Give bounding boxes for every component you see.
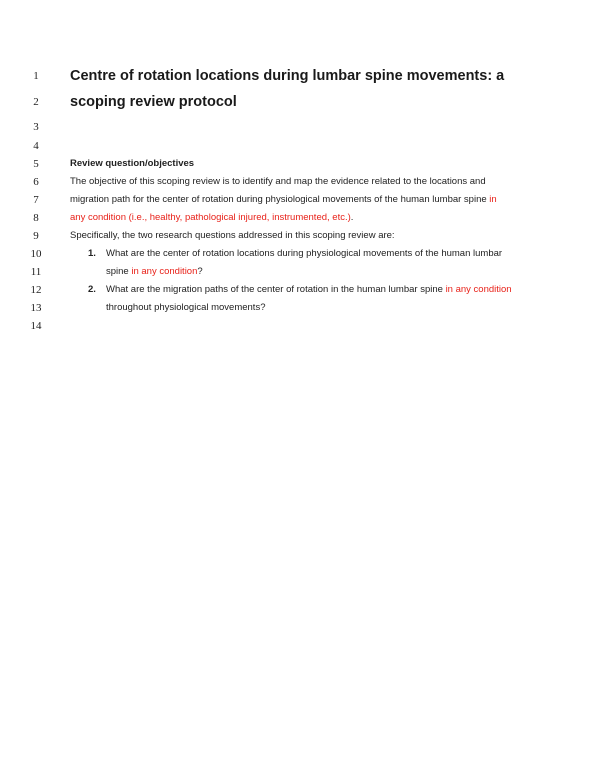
line-number: 6	[33, 176, 39, 188]
list-number: 1.	[88, 248, 96, 259]
line-number: 10	[30, 248, 42, 260]
line-number: 8	[33, 212, 39, 224]
line-number: 9	[33, 230, 39, 242]
question-line: throughout physiological movements?	[106, 302, 266, 313]
paper-title-line-1: Centre of rotation locations during lumbar spine movements: a	[70, 68, 505, 84]
tracked-insertion: in any condition	[445, 284, 512, 295]
paragraph-line	[70, 194, 497, 205]
line-number: 7	[33, 194, 39, 206]
question-text: ?	[197, 266, 203, 277]
list-number: 2.	[88, 284, 96, 295]
question-line	[106, 284, 512, 295]
line-number: 1	[33, 70, 39, 82]
question-text: spine	[106, 266, 132, 277]
tracked-insertion: any condition (i.e., healthy, pathological injured, instrumented, etc.)	[70, 212, 351, 223]
paragraph-line	[70, 212, 353, 223]
line-number: 3	[33, 121, 39, 133]
paragraph-line: The objective of this scoping review is to identify and map the evidence related to the locations and	[70, 176, 486, 187]
question-line	[106, 266, 203, 277]
paragraph-text: migration path for the center of rotation during physiological movements of the human lumbar spine	[70, 194, 490, 205]
tracked-insertion: in	[489, 194, 497, 205]
line-number: 12	[30, 284, 42, 296]
line-number: 2	[33, 96, 39, 108]
question-line: What are the center of rotation locations during physiological movements of the human lumbar	[106, 248, 503, 259]
paper-title-line-2: scoping review protocol	[70, 94, 237, 110]
line-number: 14	[30, 320, 42, 332]
line-number: 5	[33, 158, 39, 170]
section-heading: Review question/objectives	[70, 158, 195, 169]
paragraph-line: Specifically, the two research questions addressed in this scoping review are:	[70, 230, 395, 241]
paragraph-text: .	[350, 212, 354, 223]
tracked-insertion: in any condition	[131, 266, 198, 277]
question-text: What are the migration paths of the center of rotation in the human lumbar spine	[106, 284, 446, 295]
line-number: 13	[30, 302, 42, 314]
line-number: 4	[33, 140, 39, 152]
line-number: 11	[30, 266, 42, 278]
